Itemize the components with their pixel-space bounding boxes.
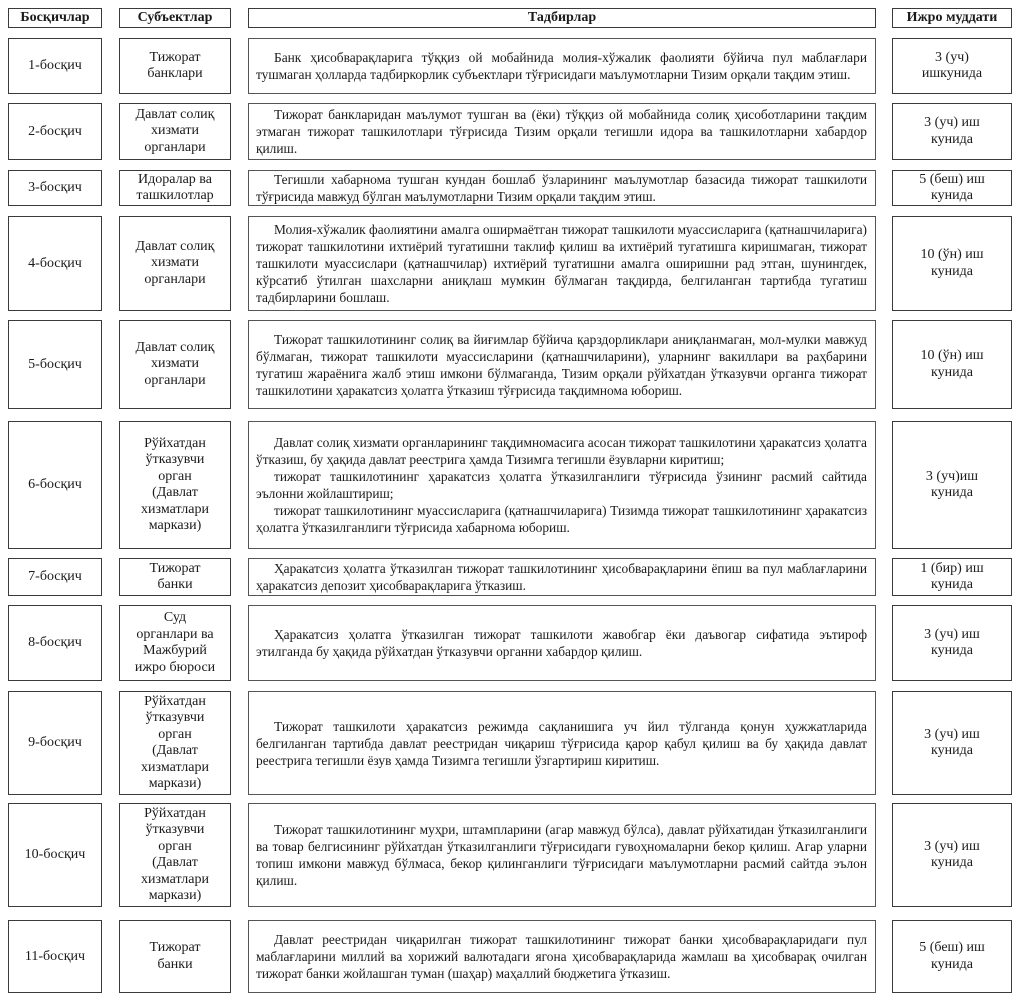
actions-cell <box>248 558 876 596</box>
subject-line: (Давлат <box>152 485 198 500</box>
action-paragraph: Тижорат банкларидан маълумот тушган ва (ёки) тўққиз ой мобайнида солиқ ҳисоботларини тақдим этмаган тижорат ташкилотлари тўғрисида Тизим орқали тегишли идора ва ташкилотларни хабардор қилиш. <box>256 107 867 156</box>
duration-line: 10 (ўн) иш <box>920 348 984 363</box>
duration-cell <box>892 605 1012 681</box>
subject-line: хизматлари <box>141 501 209 517</box>
actions-cell <box>248 920 876 993</box>
duration-line: кунида <box>931 188 973 203</box>
subject-line: Идоралар ва <box>138 171 212 187</box>
subject-line: хизмати <box>150 123 200 139</box>
duration-line: 5 (беш) иш <box>919 171 985 187</box>
step-cell <box>8 803 102 907</box>
actions-cell <box>248 170 876 206</box>
subject-line: хизмати <box>150 255 200 271</box>
header-actions <box>248 8 876 28</box>
duration-cell <box>892 691 1012 795</box>
subject-line: (Давлат <box>152 743 198 758</box>
action-paragraph: Давлат солиқ хизмати органларининг тақдимномасига асосан тижорат ташкилотини ҳаракатсиз ҳолатга ўтказиш, бу ҳақида давлат реестрига ҳамда Тизимга тегишли ёзувларни киритиш; <box>256 435 867 467</box>
subject-cell <box>119 691 231 795</box>
step-cell <box>8 558 102 596</box>
duration-line: кунида <box>931 485 973 500</box>
duration-line: 3 (уч) иш <box>924 626 980 642</box>
subject-line: Рўйхатдан <box>144 805 206 821</box>
action-paragraph: Давлат реестридан чиқарилган тижорат ташкилотининг тижорат банки ҳисобварақларидаги пул маблағларини миллий ва хорижий валютадаги ягона ҳисобварақларида жамлаш ва ҳисобварақ очилган тижорат банки жойлашган туман (шаҳар) маҳаллий бюджетига ўтказиш. <box>256 932 867 981</box>
actions-cell <box>248 320 876 409</box>
subject-line: ўтказувчи <box>145 822 205 837</box>
step-label: 7-босқич <box>28 569 82 584</box>
duration-cell <box>892 558 1012 596</box>
duration-line: кунида <box>931 364 973 380</box>
subject-cell <box>119 421 231 549</box>
subject-line: Давлат солиқ <box>135 339 215 355</box>
subject-line: банки <box>157 577 193 592</box>
subject-line: (Давлат <box>152 855 198 870</box>
subject-cell <box>119 803 231 907</box>
header-subjects <box>119 8 231 28</box>
duration-line: кунида <box>931 131 973 147</box>
duration-line: 1 (бир) иш <box>920 560 984 576</box>
duration-line: 3 (уч) иш <box>924 726 980 742</box>
subject-line: хизматлари <box>141 871 209 887</box>
step-cell <box>8 421 102 549</box>
subject-line: маркази) <box>148 518 202 533</box>
subject-line: маркази) <box>148 888 202 903</box>
header-steps <box>8 8 102 28</box>
duration-line: кунида <box>931 643 973 658</box>
step-label: 6-босқич <box>28 477 82 492</box>
subject-line: Рўйхатдан <box>144 693 206 709</box>
subject-line: органлари <box>144 271 206 287</box>
subject-line: орган <box>158 468 192 484</box>
duration-cell <box>892 803 1012 907</box>
step-label: 11-босқич <box>24 948 86 964</box>
subject-line: хизмати <box>150 356 200 372</box>
duration-line: 3 (уч) иш <box>924 115 980 130</box>
step-cell <box>8 320 102 409</box>
action-paragraph: Ҳаракатсиз ҳолатга ўтказилган тижорат ташкилотининг ҳисобварақларини ёпиш ва пул маблағларини ҳаракатсиз депозит ҳисобварақларига ўтказиш. <box>256 561 867 593</box>
subject-line: орган <box>158 726 192 742</box>
step-label: 4-босқич <box>28 255 82 271</box>
duration-line: 10 (ўн) иш <box>920 247 984 262</box>
step-cell <box>8 38 102 94</box>
subject-cell <box>119 216 231 311</box>
subject-cell <box>119 558 231 596</box>
action-paragraph: Тижорат ташкилотининг солиқ ва йиғимлар бўйича қарздорликлари аниқланмаган, мол-мулки мавжуд бўлмаган, тижорат ташкилоти муассисларини (қатнашчиларини), уларнинг вакиллари ва раҳбарини тугатиш жараёнига жалб этиш имкони бўлмаганда, Тизим орқали рўйхатдан ўтказувчи органга тижорат ташкилотини ҳаракатсиз ҳолатга ўтказиш тўғрисида тақдимнома юбориш. <box>256 331 867 398</box>
duration-line: ишкунида <box>921 66 983 81</box>
duration-cell <box>892 170 1012 206</box>
subject-line: Давлат солиқ <box>135 106 215 122</box>
actions-cell <box>248 38 876 94</box>
header-steps-label: Босқичлар <box>20 10 90 25</box>
step-label: 9-босқич <box>28 735 82 750</box>
duration-line: 3 (уч) иш <box>924 838 980 854</box>
subject-line: банки <box>157 956 193 972</box>
subject-line: органлари <box>144 139 206 155</box>
duration-cell <box>892 216 1012 311</box>
actions-cell <box>248 605 876 681</box>
subject-line: Рўйхатдан <box>144 435 206 451</box>
subject-line: Суд <box>163 610 187 625</box>
subject-line: Тижорат <box>149 940 201 955</box>
actions-cell <box>248 103 876 160</box>
duration-cell <box>892 320 1012 409</box>
duration-line: 5 (беш) иш <box>919 940 985 955</box>
duration-cell <box>892 920 1012 993</box>
duration-line: кунида <box>931 743 973 758</box>
action-paragraph: Тижорат ташкилоти ҳаракатсиз режимда сақланишига уч йил тўлганда қонун ҳужжатларида белгиланган тартибда давлат реестридан чиқариш тўғрисида қарор қабул қилиш ва бу ҳақида давлат реестрига тегишли ёзув ҳамда Тизимга тегишли ўзгартириш киритиш. <box>256 718 867 768</box>
header-actions-label: Тадбирлар <box>527 10 597 25</box>
duration-cell <box>892 421 1012 549</box>
subject-cell <box>119 170 231 206</box>
subject-line: органлари <box>144 372 206 388</box>
subject-cell <box>119 920 231 993</box>
step-cell <box>8 920 102 993</box>
step-cell <box>8 691 102 795</box>
subject-line: ташкилотлар <box>136 188 214 203</box>
step-label: 5-босқич <box>28 356 82 372</box>
subject-line: банклари <box>147 66 203 81</box>
duration-line: 3 (уч) <box>935 49 969 65</box>
step-cell <box>8 216 102 311</box>
subject-cell <box>119 605 231 681</box>
step-cell <box>8 103 102 160</box>
subject-line: маркази) <box>148 776 202 791</box>
subject-cell <box>119 38 231 94</box>
duration-line: кунида <box>931 263 973 279</box>
duration-line: кунида <box>931 956 973 972</box>
subject-cell <box>119 320 231 409</box>
subject-line: органлари ва <box>136 626 214 642</box>
duration-line: кунида <box>931 855 973 870</box>
action-paragraph: тижорат ташкилотининг ҳаракатсиз ҳолатга ўтказилганлиги тўғрисида ўзининг расмий сайтида эълонни жойлаштириш; <box>256 469 867 501</box>
duration-line: кунида <box>931 577 973 592</box>
duration-cell <box>892 103 1012 160</box>
header-subjects-label: Субъектлар <box>137 10 213 25</box>
action-paragraph: тижорат ташкилотининг муассисларига (қатнашчиларига) Тизимда тижорат ташкилотининг ҳаракатсиз ҳолатга ўтказилганлиги тўғрисида хабарнома юбориш. <box>256 503 867 535</box>
subject-cell <box>119 103 231 160</box>
action-paragraph: Тижорат ташкилотининг муҳри, штампларини (агар мавжуд бўлса), давлат рўйхатидан ўтказилганлиги ва товар белгисининг рўйхатдан ўтказилганлиги тўғрисидаги гувоҳномаларни бекор қилиш. Агар уларни топиш имкони мавжуд бўлмаса, бекор қилинганлиги тўғрисидаги маълумотларни расмий сайтда эълон қилиш. <box>256 822 867 888</box>
header-duration <box>892 8 1012 28</box>
step-label: 1-босқич <box>28 58 82 73</box>
subject-line: ўтказувчи <box>145 710 205 725</box>
subject-line: орган <box>158 838 192 854</box>
subject-line: Тижорат <box>149 560 201 576</box>
step-label: 2-босқич <box>28 123 82 139</box>
step-cell <box>8 605 102 681</box>
subject-line: хизматлари <box>141 759 209 775</box>
action-paragraph: Тегишли хабарнома тушган кундан бошлаб ўзларининг маълумотлар базасида тижорат ташкилоти тўғрисида мавжуд бўлган маълумотларни Тизим орқали тақдим этиш. <box>256 172 867 204</box>
subject-line: Мажбурий <box>143 643 207 658</box>
subject-line: Тижорат <box>149 49 201 65</box>
step-label: 10-босқич <box>24 847 86 862</box>
subject-line: Давлат солиқ <box>135 238 215 254</box>
subject-line: ижро бюроси <box>134 659 216 675</box>
header-duration-label: Ижро муддати <box>906 10 998 25</box>
step-label: 8-босқич <box>28 635 82 650</box>
actions-cell <box>248 803 876 907</box>
actions-cell <box>248 691 876 795</box>
actions-cell <box>248 421 876 549</box>
step-cell <box>8 170 102 206</box>
subject-line: ўтказувчи <box>145 452 205 467</box>
action-paragraph: Ҳаракатсиз ҳолатга ўтказилган тижорат ташкилоти жавобгар ёки даъвогар сифатида эътироф этилганда бу ҳақида рўйхатдан ўтказувчи органни хабардор қилиш. <box>256 627 867 659</box>
duration-line: 3 (уч)иш <box>925 468 979 484</box>
action-paragraph: Молия-хўжалик фаолиятини амалга оширмаётган тижорат ташкилоти муассисларига (қатнашчиларига) тижорат ташкилотини ихтиёрий тугатишни таклиф қилиш ва ихтиёрий тугатишга киришмаган, тижорат ташкилоти муассислари (қатнашчилар) ихтиёрий тугатишни амалга оширишни рад этган, шунингдек, кўрсатиб ўтилган шахсларни аниқлаш мумкин бўлмаган тақдирда, белгиланган тартибда тугатиш тадбирларини бошлаш. <box>256 222 867 305</box>
duration-cell <box>892 38 1012 94</box>
action-paragraph: Банк ҳисобварақларига тўққиз ой мобайнида молия-хўжалик фаолияти бўйича пул маблағлари тушмаган ҳолларда тадбиркорлик субъектлари тўғрисидаги маълумотларни Тизим орқали тақдим этиш. <box>256 50 867 82</box>
step-label: 3-босқич <box>28 180 82 195</box>
actions-cell <box>248 216 876 311</box>
